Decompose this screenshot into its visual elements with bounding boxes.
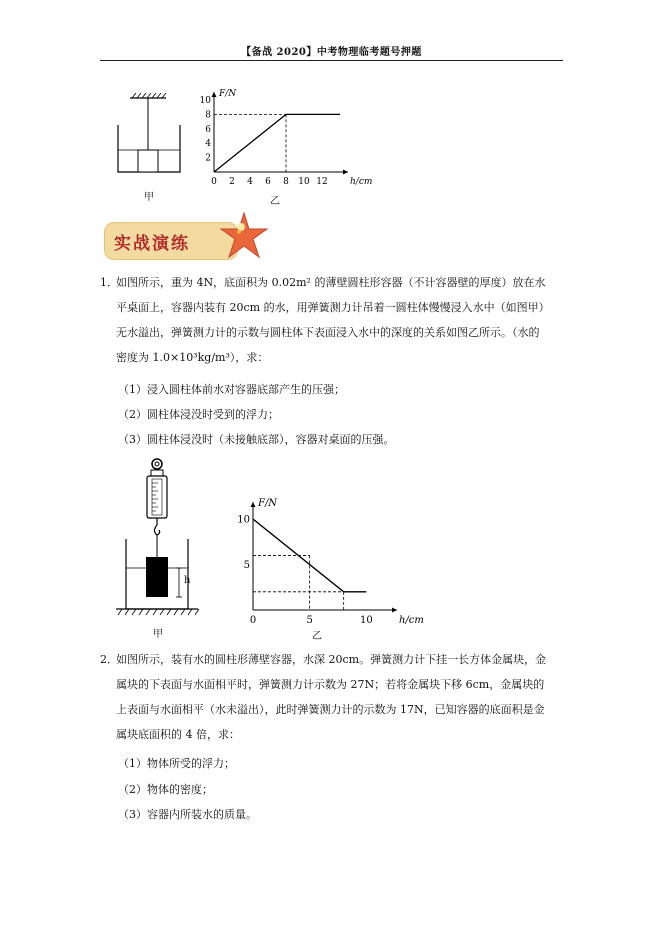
x-tick-label: 0 [249, 615, 257, 626]
question-1-sub-2: （2）圆柱体浸没时受到的浮力； [118, 408, 279, 421]
y-tick-label: 5 [243, 559, 250, 571]
x-tick-label: 6 [265, 177, 271, 187]
question-2-sub-2: （2）物体的密度； [118, 783, 213, 796]
x-axis-arrow [343, 170, 348, 175]
question-1 [100, 270, 570, 370]
page-header: 【备战 2020】中考物理临考题号押题 [241, 47, 422, 58]
x-tick-label: 2 [229, 177, 235, 187]
x-tick-label: 8 [283, 177, 289, 187]
x-axis-arrow [392, 608, 397, 613]
y-tick-label: 8 [205, 110, 211, 121]
y-tick-label: 6 [205, 124, 211, 135]
x-tick-label: 10 [359, 615, 373, 626]
y-axis-label: F/N [219, 89, 237, 99]
practice-banner [100, 210, 270, 262]
y-tick-label: 4 [205, 139, 211, 150]
figure1-right-label: 乙 [270, 196, 280, 207]
x-axis-label: h/cm [399, 615, 424, 626]
x-tick-label: 10 [298, 177, 310, 187]
y-axis-label: F/N [258, 498, 278, 509]
question-1-number: 1． [100, 276, 118, 289]
x-tick-label: 12 [316, 177, 328, 187]
question-1-line-4: 密度为 1.0×10³kg/m³），求： [116, 351, 269, 364]
x-tick-label: 4 [247, 177, 253, 187]
y-tick-label: 10 [199, 96, 211, 106]
figure1-chart [198, 84, 373, 194]
question-2-line-1: 如图所示，装有水的圆柱形薄壁容器，水深 20cm。弹簧测力计下挂一长方体金属块，金 [116, 653, 547, 666]
question-2 [100, 647, 570, 747]
figure1-left-label: 甲 [144, 192, 154, 203]
question-2-line-4: 属块底面积的 4 倍，求： [116, 728, 240, 741]
starfish-icon [218, 210, 270, 262]
y-tick-label: 2 [205, 153, 211, 164]
x-tick-label: 0 [211, 177, 217, 187]
question-2-sub-3: （3）容器内所装水的质量。 [118, 808, 257, 821]
x-tick-label: 5 [306, 615, 313, 626]
series-line [214, 114, 340, 172]
question-2-number: 2． [100, 653, 118, 666]
y-tick-label: 10 [237, 514, 250, 526]
y-axis-arrow [251, 502, 256, 507]
question-1-line-2: 平桌面上，容器内装有 20cm 的水，用弹簧测力计吊着一圆柱体慢慢浸入水中（如图甲） [116, 301, 550, 314]
question-1-sub-3: （3）圆柱体浸没时（未接触底部），容器对桌面的压强。 [118, 433, 395, 446]
question-2-sub-1: （1）物体所受的浮力； [118, 757, 235, 770]
banner-text: 实战演练 [114, 234, 190, 254]
y-axis-arrow [212, 92, 217, 97]
question-1-line-3: 无水溢出，弹簧测力计的示数与圆柱体下表面浸入水中的深度的关系如图乙所示。（水的 [116, 326, 540, 339]
figure2-left-label: 甲 [153, 629, 163, 640]
question-1-line-1: 如图所示，重为 4N，底面积为 0.02m² 的薄壁圆柱形容器（不计容器壁的厚度）放在水 [116, 276, 546, 289]
figure1-container-diagram [108, 90, 198, 190]
question-2-line-3: 上表面与水面相平（水未溢出），此时弹簧测力计的示数为 17N，已知容器的底面积是金 [116, 703, 545, 716]
figure2-chart [228, 492, 428, 632]
figure2-spring-scale-diagram [112, 455, 212, 625]
header-divider [100, 60, 563, 61]
figure2-right-label: 乙 [312, 631, 322, 642]
question-1-sub-1: （1）浸入圆柱体前水对容器底部产生的压强； [118, 383, 345, 396]
question-2-line-2: 属块的下表面与水面相平时，弹簧测力计示数为 27N；若将金属块下移 6cm，金属块的 [116, 678, 545, 691]
x-axis-label: h/cm [350, 177, 373, 187]
figure2-h-label: h [184, 575, 191, 586]
